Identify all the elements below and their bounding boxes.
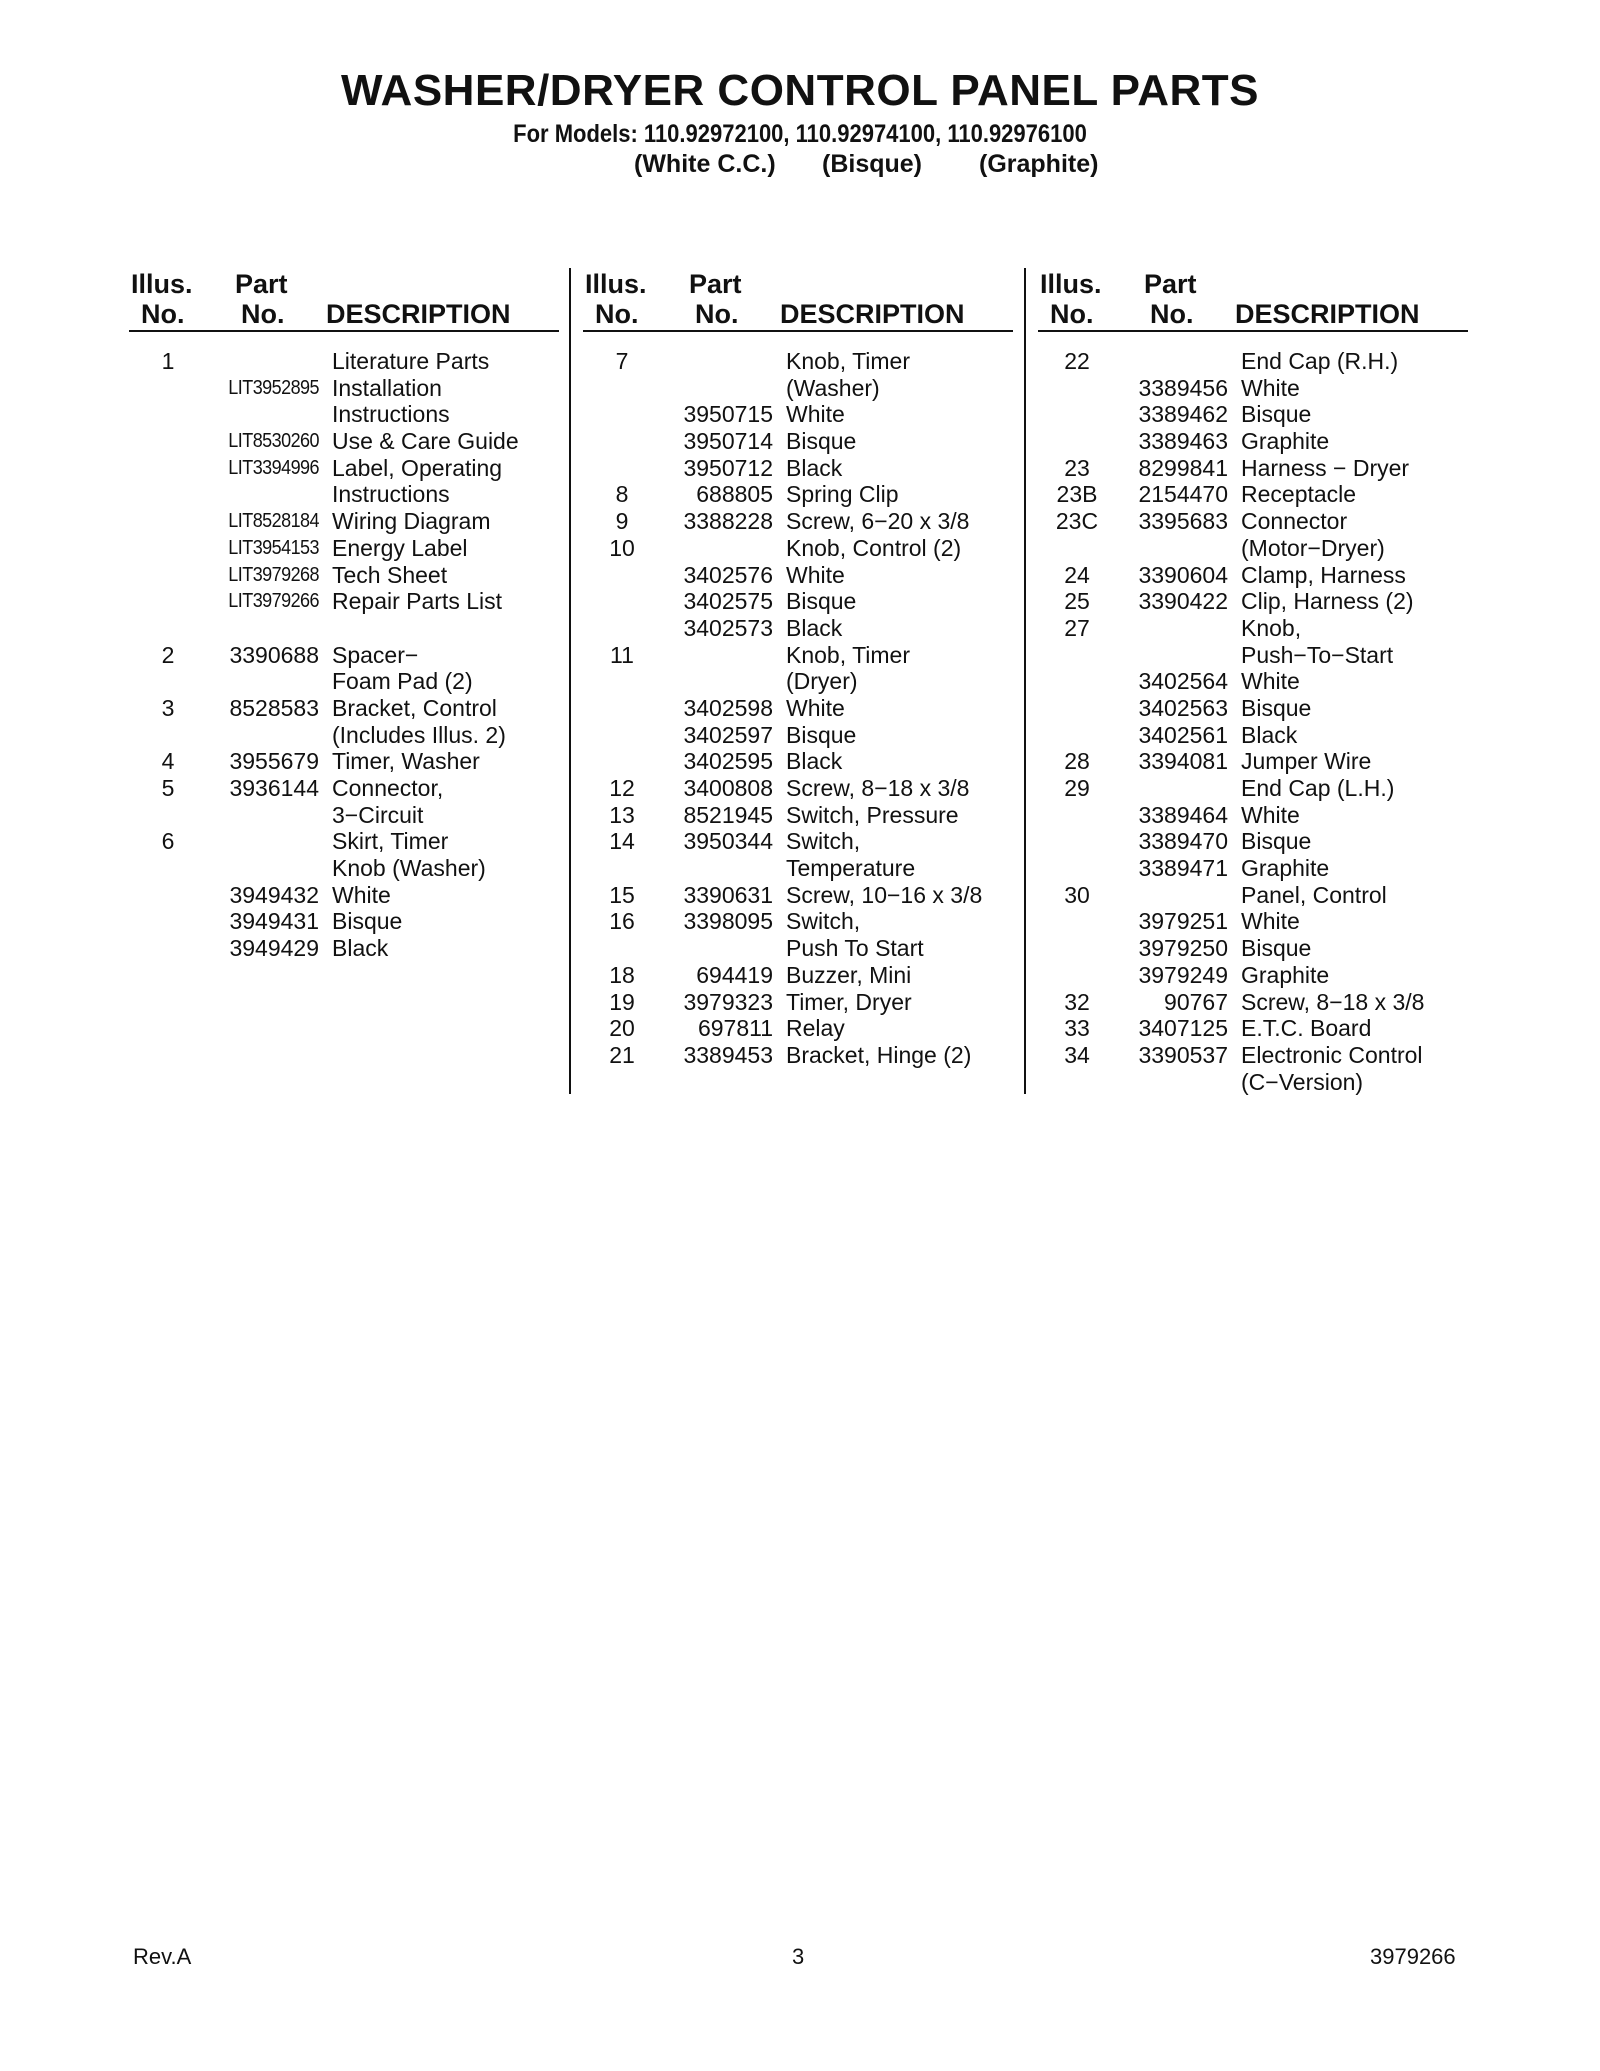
part-number: 694419 <box>696 961 773 988</box>
part-description: Skirt, Timer <box>332 828 449 855</box>
table-row <box>129 775 559 802</box>
column-divider-2 <box>1024 268 1026 1094</box>
part-number: 3402563 <box>1138 694 1228 721</box>
part-description: Knob, Control (2) <box>786 534 962 561</box>
part-number: 3400808 <box>683 775 773 801</box>
part-description: Connector <box>1241 508 1348 535</box>
part-description: (C−Version) <box>1241 1068 1364 1095</box>
table-row <box>583 1042 1013 1069</box>
illus-number: 13 <box>609 801 635 828</box>
header-illus-no: No. <box>141 299 185 329</box>
illus-number: 32 <box>1064 988 1090 1015</box>
column-divider-1 <box>569 268 571 1094</box>
color-graphite-label: (Graphite) <box>979 150 1099 178</box>
part-description: Knob, Timer <box>786 348 910 374</box>
part-number: 3390688 <box>229 641 319 668</box>
part-description: Black <box>786 748 843 775</box>
part-description: Bisque <box>1241 401 1312 428</box>
table-row <box>1038 642 1468 669</box>
part-number: 3949431 <box>229 908 319 935</box>
part-number: 3390604 <box>1138 561 1228 588</box>
table-row <box>1038 935 1468 962</box>
part-number: 3389462 <box>1138 401 1228 428</box>
table-row <box>583 588 1013 615</box>
table-row <box>1038 481 1468 508</box>
table-row <box>583 802 1013 829</box>
illus-number: 12 <box>609 775 635 801</box>
header-part: Part <box>689 269 742 299</box>
illus-number: 19 <box>609 988 635 1015</box>
table-row <box>129 642 559 669</box>
part-description: 3−Circuit <box>332 801 424 828</box>
part-number: 3402598 <box>683 694 773 721</box>
table-row <box>583 722 1013 749</box>
header-part-no: No. <box>1150 299 1194 329</box>
illus-number: 34 <box>1064 1041 1090 1068</box>
part-description: Bisque <box>332 908 403 935</box>
table-row <box>583 428 1013 455</box>
table-row <box>583 935 1013 962</box>
model-numbers: For Models: 110.92972100, 110.92974100, 110.92976100 <box>513 120 1087 148</box>
part-number: 3389470 <box>1138 828 1228 855</box>
table-row <box>1038 562 1468 589</box>
table-row <box>129 588 559 615</box>
part-description: Knob (Washer) <box>332 855 486 882</box>
part-description: White <box>1241 374 1300 401</box>
part-number: 3936144 <box>229 775 319 801</box>
part-description: Instructions <box>332 481 450 508</box>
part-number: LIT3952895 <box>228 376 319 399</box>
parts-rows <box>583 348 1013 1069</box>
part-description: Push To Start <box>786 935 924 962</box>
part-description: Literature Parts <box>332 348 490 374</box>
table-row <box>1038 1015 1468 1042</box>
part-description: White <box>786 694 845 721</box>
illus-number: 18 <box>609 961 635 988</box>
part-description: Screw, 8−18 x 3/8 <box>786 775 970 801</box>
illus-number: 14 <box>609 828 635 855</box>
page-title: WASHER/DRYER CONTROL PANEL PARTS <box>340 66 1260 115</box>
part-number: 3389464 <box>1138 801 1228 828</box>
table-row <box>583 668 1013 695</box>
part-description: Bisque <box>786 588 857 615</box>
part-number: 3949432 <box>229 881 319 908</box>
part-description: Bisque <box>786 428 857 455</box>
part-description: (Dryer) <box>786 668 858 695</box>
table-row <box>1038 455 1468 482</box>
part-number: 8521945 <box>683 801 773 828</box>
part-number: 3950344 <box>683 828 773 855</box>
part-description: Foam Pad (2) <box>332 668 473 695</box>
part-description: Bisque <box>786 721 857 748</box>
parts-column-2 <box>583 268 1013 1069</box>
illus-number: 2 <box>161 641 175 668</box>
table-row <box>583 401 1013 428</box>
part-description: Use & Care Guide <box>332 428 519 455</box>
revision-label: Rev.A <box>133 1944 192 1969</box>
part-description: Switch, Pressure <box>786 801 959 828</box>
part-description: Graphite <box>1241 855 1330 882</box>
part-description: Buzzer, Mini <box>786 961 912 988</box>
column-header <box>583 268 1013 332</box>
illus-number: 9 <box>615 508 629 535</box>
part-description: White <box>786 561 845 588</box>
part-number: LIT8530260 <box>228 430 319 453</box>
part-description: Spacer− <box>332 641 419 668</box>
part-description: (Washer) <box>786 374 880 401</box>
part-number: 3402595 <box>683 748 773 775</box>
table-row <box>1038 535 1468 562</box>
table-row <box>583 562 1013 589</box>
part-description: Panel, Control <box>1241 881 1387 908</box>
table-row <box>1038 828 1468 855</box>
table-row <box>1038 989 1468 1016</box>
part-number: LIT3979268 <box>228 563 319 586</box>
illus-number: 8 <box>615 481 629 508</box>
column-header <box>1038 268 1468 332</box>
table-row <box>129 695 559 722</box>
table-row <box>129 428 559 455</box>
part-description: Clip, Harness (2) <box>1241 588 1414 615</box>
table-row <box>129 348 559 375</box>
part-number: 3389456 <box>1138 374 1228 401</box>
part-number: 3398095 <box>683 908 773 935</box>
illus-number: 28 <box>1064 748 1090 775</box>
part-number: 3390537 <box>1138 1041 1228 1068</box>
part-description: Harness − Dryer <box>1241 454 1410 481</box>
page-number: 3 <box>792 1944 805 1969</box>
illus-number: 5 <box>161 775 175 801</box>
part-number: 3407125 <box>1138 1015 1228 1042</box>
part-description: Electronic Control <box>1241 1041 1423 1068</box>
header-illus-no: No. <box>595 299 639 329</box>
part-number: 3395683 <box>1138 508 1228 535</box>
row-spacer <box>129 615 559 642</box>
part-description: Label, Operating <box>332 454 503 481</box>
part-number: LIT3394996 <box>228 456 319 479</box>
table-row <box>583 375 1013 402</box>
header-part-no: No. <box>695 299 739 329</box>
part-description: White <box>1241 668 1300 695</box>
illus-number: 30 <box>1064 881 1090 908</box>
part-description: Energy Label <box>332 534 468 561</box>
table-row <box>1038 882 1468 909</box>
part-number: 8299841 <box>1138 454 1228 481</box>
table-row <box>583 642 1013 669</box>
part-number: 3950715 <box>683 401 773 428</box>
parts-column-3 <box>1038 268 1468 1095</box>
part-number: 90767 <box>1164 988 1228 1015</box>
column-header <box>129 268 559 332</box>
header-description: DESCRIPTION <box>1235 299 1420 329</box>
illus-number: 15 <box>609 881 635 908</box>
part-description: White <box>786 401 845 428</box>
table-row <box>583 695 1013 722</box>
part-number: 3389471 <box>1138 855 1228 882</box>
part-description: Knob, Timer <box>786 641 910 668</box>
part-description: Relay <box>786 1015 845 1042</box>
part-description: Installation <box>332 374 442 401</box>
part-description: Bisque <box>1241 828 1312 855</box>
table-row <box>583 908 1013 935</box>
part-description: Tech Sheet <box>332 561 448 588</box>
table-row <box>583 748 1013 775</box>
table-row <box>129 828 559 855</box>
part-description: Instructions <box>332 401 450 428</box>
parts-rows <box>129 348 559 962</box>
parts-rows <box>1038 348 1468 1095</box>
part-description: (Includes Illus. 2) <box>332 721 506 748</box>
illus-number: 33 <box>1064 1015 1090 1042</box>
table-row <box>583 615 1013 642</box>
part-description: Bracket, Hinge (2) <box>786 1041 972 1068</box>
illus-number: 27 <box>1064 614 1090 641</box>
part-number: 3402597 <box>683 721 773 748</box>
header-description: DESCRIPTION <box>780 299 965 329</box>
table-row <box>1038 401 1468 428</box>
header-part-no: No. <box>241 299 285 329</box>
table-row <box>129 508 559 535</box>
part-number: 3388228 <box>683 508 773 535</box>
table-row <box>1038 428 1468 455</box>
part-description: Bisque <box>1241 694 1312 721</box>
table-row <box>129 802 559 829</box>
part-description: End Cap (L.H.) <box>1241 775 1395 801</box>
part-number: LIT8528184 <box>228 510 319 533</box>
illus-number: 10 <box>609 534 635 561</box>
part-number: 697811 <box>697 1015 773 1042</box>
part-description: Screw, 6−20 x 3/8 <box>786 508 970 535</box>
illus-number: 23B <box>1056 481 1098 508</box>
illus-number: 24 <box>1064 561 1090 588</box>
table-row <box>1038 855 1468 882</box>
header-illus-no: No. <box>1050 299 1094 329</box>
part-description: (Motor−Dryer) <box>1241 534 1385 561</box>
part-description: Graphite <box>1241 428 1330 455</box>
table-row <box>1038 908 1468 935</box>
table-row <box>1038 722 1468 749</box>
part-number: 3402561 <box>1138 721 1228 748</box>
part-number: 3402564 <box>1138 668 1228 695</box>
part-description: Spring Clip <box>786 481 899 508</box>
table-row <box>1038 668 1468 695</box>
table-row <box>129 748 559 775</box>
illus-number: 1 <box>161 348 175 374</box>
part-description: Switch, <box>786 908 861 935</box>
table-row <box>583 828 1013 855</box>
part-description: Repair Parts List <box>332 588 503 615</box>
table-row <box>129 455 559 482</box>
part-number: 3950712 <box>683 454 773 481</box>
table-row <box>1038 615 1468 642</box>
color-white-label: (White C.C.) <box>634 150 776 178</box>
part-description: Graphite <box>1241 961 1330 988</box>
table-row <box>1038 1042 1468 1069</box>
table-row <box>1038 802 1468 829</box>
part-description: Switch, <box>786 828 861 855</box>
part-description: White <box>1241 908 1300 935</box>
table-row <box>129 882 559 909</box>
table-row <box>583 1015 1013 1042</box>
part-number: 3979249 <box>1138 961 1228 988</box>
part-description: Temperature <box>786 855 916 882</box>
illus-number: 20 <box>609 1015 635 1042</box>
part-description: Black <box>786 614 843 641</box>
part-number: 3950714 <box>683 428 773 455</box>
part-description: Jumper Wire <box>1241 748 1372 775</box>
document-number: 3979266 <box>1370 1944 1456 1969</box>
part-description: Receptacle <box>1241 481 1357 508</box>
table-row <box>583 535 1013 562</box>
table-row <box>1038 375 1468 402</box>
part-description: Push−To−Start <box>1241 641 1394 668</box>
part-number: 3402573 <box>683 614 773 641</box>
illus-number: 6 <box>161 828 175 855</box>
part-number: 688805 <box>696 481 773 508</box>
part-number: 2154470 <box>1138 481 1228 508</box>
part-description: Bisque <box>1241 935 1312 962</box>
table-row <box>129 935 559 962</box>
table-row <box>129 562 559 589</box>
header-part: Part <box>235 269 288 299</box>
part-number: LIT3979266 <box>228 590 319 613</box>
part-number: 3402576 <box>683 561 773 588</box>
table-row <box>1038 508 1468 535</box>
part-description: Bracket, Control <box>332 694 497 721</box>
table-row <box>583 962 1013 989</box>
part-description: Timer, Dryer <box>786 988 912 1015</box>
illus-number: 4 <box>161 748 175 775</box>
table-row <box>583 508 1013 535</box>
illus-number: 21 <box>609 1041 635 1068</box>
part-description: Connector, <box>332 775 444 801</box>
table-row <box>1038 962 1468 989</box>
part-number: LIT3954153 <box>228 536 319 559</box>
part-number: 3389453 <box>683 1041 773 1068</box>
table-row <box>1038 748 1468 775</box>
part-description: Black <box>1241 721 1298 748</box>
table-row <box>583 455 1013 482</box>
part-description: White <box>332 881 391 908</box>
table-row <box>583 481 1013 508</box>
part-description: Screw, 8−18 x 3/8 <box>1241 988 1425 1015</box>
part-description: E.T.C. Board <box>1241 1015 1372 1042</box>
table-row <box>583 775 1013 802</box>
table-row <box>129 908 559 935</box>
part-number: 3949429 <box>229 935 319 962</box>
table-row <box>129 722 559 749</box>
table-row <box>1038 1069 1468 1096</box>
illus-number: 16 <box>609 908 635 935</box>
part-number: 3389463 <box>1138 428 1228 455</box>
illus-number: 11 <box>610 641 634 668</box>
header-part: Part <box>1144 269 1197 299</box>
header-illus: Illus. <box>1040 269 1102 299</box>
illus-number: 7 <box>615 348 629 374</box>
illus-number: 22 <box>1064 348 1090 374</box>
part-number: 8528583 <box>229 694 319 721</box>
table-row <box>583 989 1013 1016</box>
color-bisque-label: (Bisque) <box>822 150 922 178</box>
table-row <box>129 375 559 402</box>
table-row <box>583 348 1013 375</box>
part-description: Black <box>786 454 843 481</box>
table-row <box>1038 588 1468 615</box>
table-row <box>1038 775 1468 802</box>
part-description: Black <box>332 935 389 962</box>
table-row <box>129 668 559 695</box>
table-row <box>583 855 1013 882</box>
part-description: End Cap (R.H.) <box>1241 348 1399 374</box>
part-number: 3394081 <box>1138 748 1228 775</box>
illus-number: 23C <box>1055 508 1099 535</box>
part-description: Screw, 10−16 x 3/8 <box>786 881 983 908</box>
part-number: 3390631 <box>683 881 773 908</box>
part-description: Knob, <box>1241 614 1302 641</box>
illus-number: 25 <box>1064 588 1090 615</box>
part-number: 3979251 <box>1138 908 1228 935</box>
part-number: 3390422 <box>1138 588 1228 615</box>
parts-column-1 <box>129 268 559 962</box>
part-description: Wiring Diagram <box>332 508 491 535</box>
header-illus: Illus. <box>585 269 647 299</box>
table-row <box>129 481 559 508</box>
table-row <box>129 401 559 428</box>
part-number: 3979250 <box>1138 935 1228 962</box>
table-row <box>129 855 559 882</box>
table-row <box>583 882 1013 909</box>
table-row <box>1038 695 1468 722</box>
illus-number: 23 <box>1064 454 1090 481</box>
header-description: DESCRIPTION <box>326 299 511 329</box>
part-description: Timer, Washer <box>332 748 480 775</box>
part-description: Clamp, Harness <box>1241 561 1406 588</box>
part-description: White <box>1241 801 1300 828</box>
part-number: 3979323 <box>683 988 773 1015</box>
table-row <box>1038 348 1468 375</box>
illus-number: 3 <box>161 694 175 721</box>
illus-number: 29 <box>1064 775 1090 801</box>
part-number: 3955679 <box>229 748 319 775</box>
part-number: 3402575 <box>683 588 773 615</box>
table-row <box>129 535 559 562</box>
header-illus: Illus. <box>131 269 193 299</box>
